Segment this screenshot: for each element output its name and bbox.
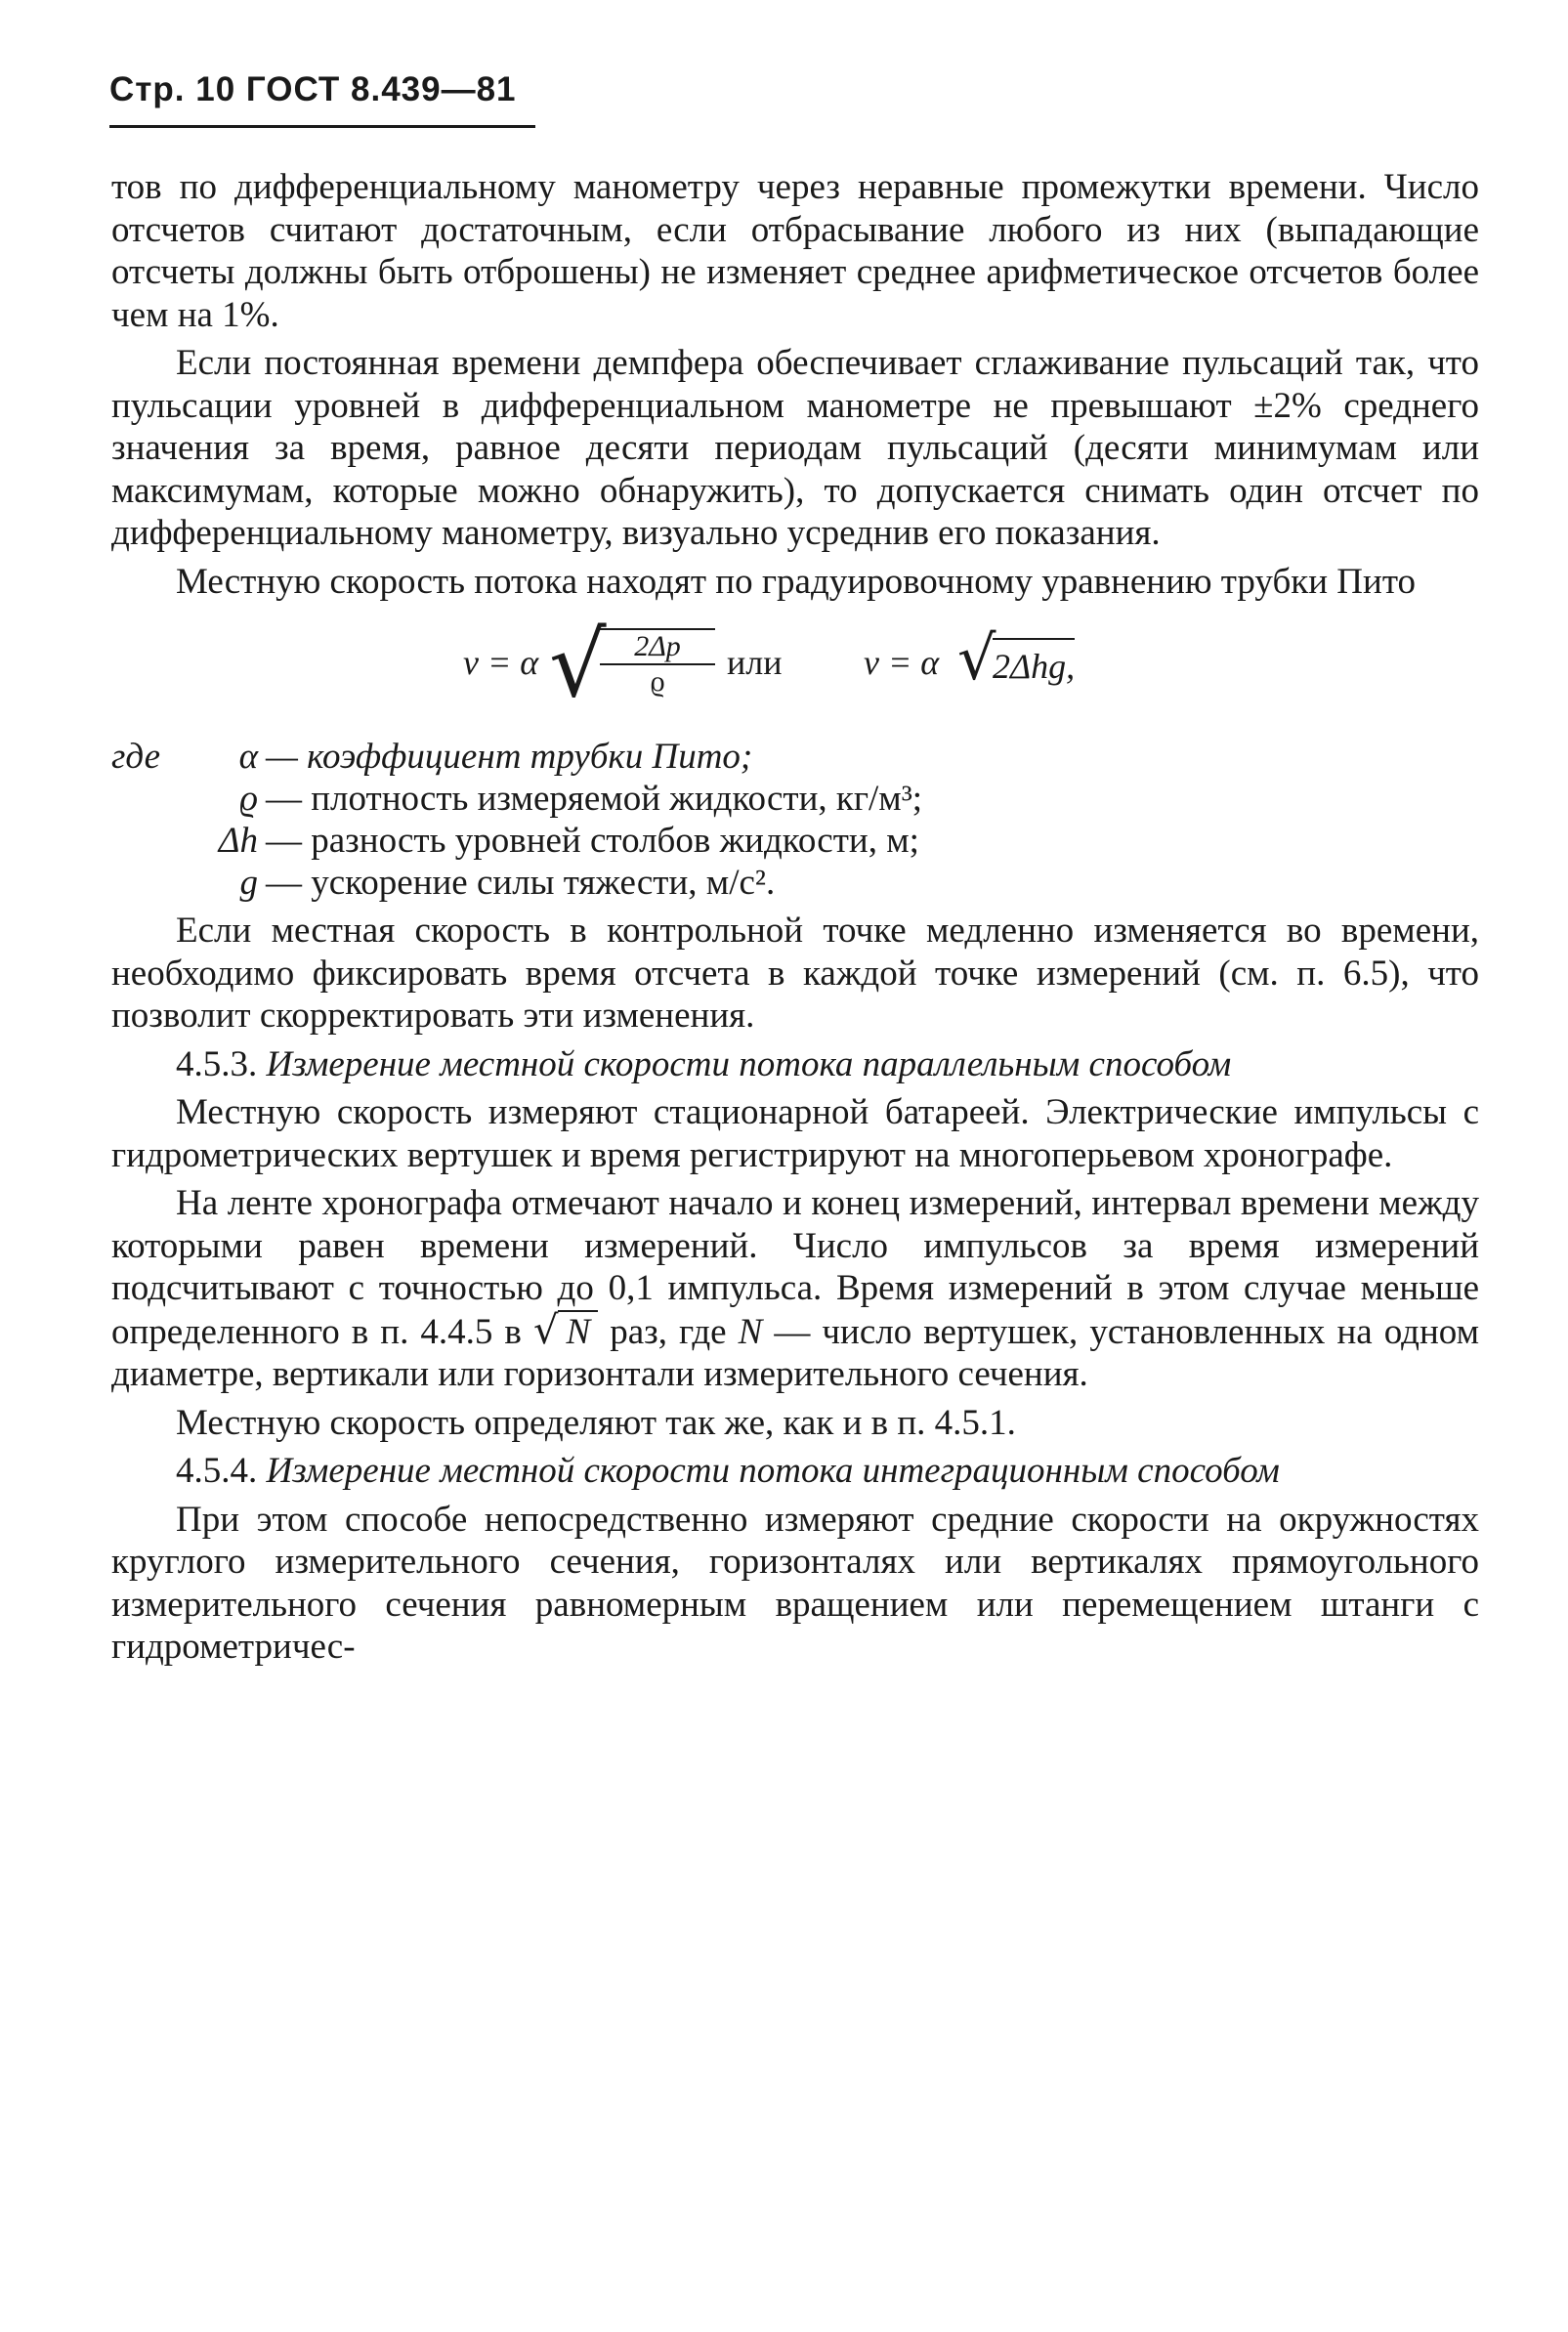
- chronograph-text-b: раз, где: [610, 1311, 727, 1352]
- sqrt-icon: √: [532, 1307, 559, 1353]
- page-header: Стр. 10 ГОСТ 8.439—81: [109, 70, 517, 108]
- header-rule: [109, 125, 535, 128]
- definition-text: — ускорение силы тяжести, м/с².: [266, 863, 776, 903]
- paragraph-chronograph: [111, 1182, 1479, 1396]
- paragraph-battery: Местную скорость измеряют стационарной батареей. Электрические импульсы с гидрометрических вертушек и время регистрируют на многоперьевом хронографе.: [111, 1092, 1479, 1175]
- formula-left-lhs: v = α: [463, 643, 539, 682]
- section-title: Измерение местной скорости потока интеграционным способом: [266, 1451, 1280, 1491]
- definition-row: [111, 820, 1479, 862]
- formula-denominator: ϱ: [650, 665, 665, 698]
- section-title: Измерение местной скорости потока параллельным способом: [266, 1043, 1232, 1084]
- sqrt-icon: √: [549, 613, 607, 717]
- definition-symbol: Δh: [218, 821, 258, 861]
- definition-text: — разность уровней столбов жидкости, м;: [266, 821, 919, 861]
- formula-numerator: 2Δp: [600, 630, 715, 665]
- paragraph-pitot-intro: Местную скорость потока находят по градуировочному уравнению трубки Пито: [176, 561, 1417, 602]
- section-heading-4-5-4: [111, 1450, 1479, 1493]
- definition-text: — коэффициент трубки Пито;: [266, 737, 753, 777]
- formula-right-lhs: v = α: [864, 643, 940, 682]
- paragraph-continuation: тов по дифференциальному манометру через неравные промежутки времени. Число отсчетов считают достаточным, если отбрасывание любого из них (выпадающие отсчеты должны быть отброшены) не изменяет среднее арифметическое отсчетов более чем на 1%.: [111, 167, 1479, 335]
- page-content: [111, 166, 1479, 1669]
- chronograph-text-c: — число вертушек, установленных на одном диаметре, вертикали или горизонтали измерительного сечения.: [111, 1311, 1480, 1394]
- formula-or: или: [727, 643, 783, 682]
- definition-symbol: ϱ: [239, 779, 258, 819]
- pitot-formula: [111, 613, 1479, 726]
- chronograph-text-a: На ленте хронографа отмечают начало и конец измерений, интервал времени между которыми равен времени измерений. Число импульсов за время измерений подсчитывают с точностью до 0,1 импульса. Время измерений в этом случае меньше определенного в п. 4.4.5 в: [111, 1183, 1479, 1352]
- definitions-list: [111, 736, 1479, 904]
- formula-fraction: [600, 630, 715, 699]
- definition-symbol: g: [239, 863, 258, 903]
- definition-row: [111, 862, 1479, 904]
- chronograph-var: N: [738, 1311, 763, 1352]
- definition-symbol: α: [238, 737, 258, 777]
- paragraph-slow-change: Если местная скорость в контрольной точке медленно изменяется во времени, необходимо фиксировать время отсчета в каждой точке измерений (см. п. 6.5), что позволит скорректировать эти изменения.: [111, 911, 1479, 1036]
- definition-row: [111, 778, 1479, 820]
- section-heading-4-5-3: [111, 1043, 1479, 1086]
- definition-row: [111, 736, 1479, 778]
- paragraph-integration: При этом способе непосредственно измеряют средние скорости на окружностях круглого измерительного сечения, горизонталях или вертикалях прямоугольного измерительного сечения равномерным вращением или перемещением штанги с гидрометричес-: [111, 1499, 1479, 1667]
- paragraph-damper: Если постоянная времени демпфера обеспечивает сглаживание пульсаций так, что пульсации уровней в дифференциальном манометре не превышают ±2% среднего значения за время, равное десяти периодам пульсаций (десяти минимумам или максимумам, которые можно обнаружить), то допускается снимать один отсчет по дифференциальному манометру, визуально усреднив его показания.: [111, 343, 1479, 553]
- sqrt-radicand: N: [558, 1310, 598, 1352]
- section-number: 4.5.4.: [176, 1451, 258, 1491]
- formula-right-radicand: 2Δhg,: [993, 647, 1076, 686]
- definitions-lead: где: [111, 737, 161, 777]
- definition-text: — плотность измеряемой жидкости, кг/м³;: [266, 779, 923, 819]
- paragraph-same-as: Местную скорость определяют так же, как и в п. 4.5.1.: [176, 1402, 1016, 1443]
- sqrt-icon: √: [957, 622, 996, 694]
- section-number: 4.5.3.: [176, 1043, 258, 1084]
